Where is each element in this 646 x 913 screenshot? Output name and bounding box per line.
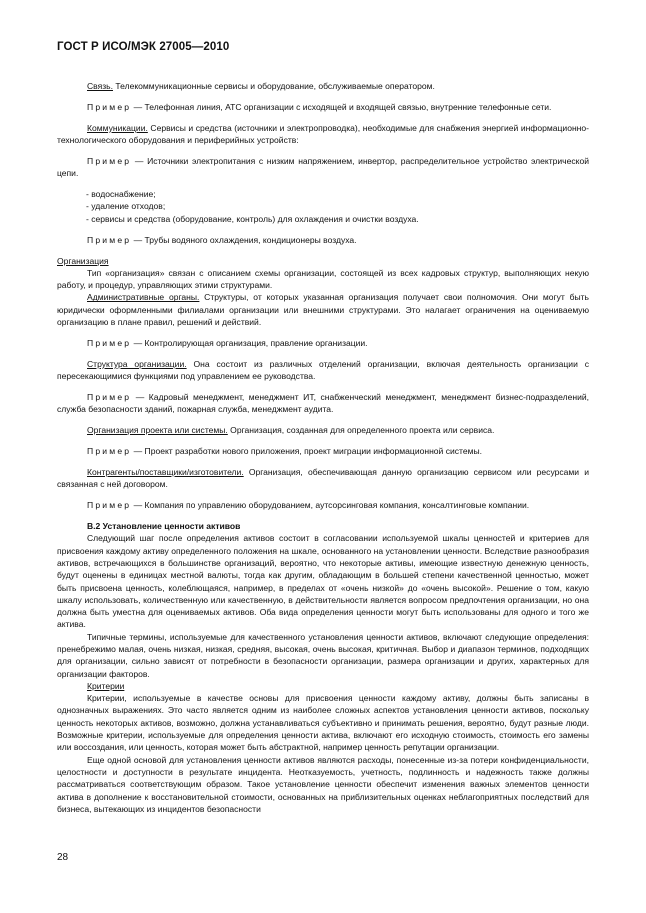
example-text: — Источники электропитания с низким напряжением, инвертор, распределительное устройство электрической цепи. xyxy=(57,155,589,179)
page-number: 28 xyxy=(57,852,69,863)
example-text: — Контролирующая организация, правление организации. xyxy=(131,337,368,348)
paragraph xyxy=(57,122,589,147)
list-item: - водоснабжение; xyxy=(86,189,156,200)
example xyxy=(57,499,589,511)
list-item: - сервисы и средства (оборудование, контроль) для охлаждения и очистки воздуха. xyxy=(86,213,419,224)
example-label: Пример xyxy=(87,234,132,245)
paragraph-text: Организация, созданная для определенного проекта или сервиса. xyxy=(227,425,495,436)
example-label: Пример xyxy=(87,391,132,402)
document-body xyxy=(57,80,589,815)
term: Коммуникации. xyxy=(87,122,148,133)
example-label: Пример xyxy=(87,101,132,112)
paragraph: Еще одной основой для установления ценности активов являются расходы, понесенные из-за потери конфиденциальности, целостности и доступности в результате инцидента. Неотказуемость, учетность, подлинность и надежность также должны рассматриваться соответствующим образом. Такое установление ценности обеспечит изменения важных элементов ценности актива в дополнение к восстановительной стоимости, основанных на приблизительных оценках неблагоприятных последствий для бизнеса, вытекающих из инцидентов безопасности xyxy=(57,754,589,814)
term: Организация проекта или системы. xyxy=(87,425,228,436)
example-text: — Телефонная линия, АТС организации с исходящей и входящей связью, внутренние телефонные сети. xyxy=(131,101,552,112)
example-label: Пример xyxy=(87,155,132,166)
example xyxy=(57,391,589,416)
term: Контрагенты/поставщики/изготовители. xyxy=(87,466,244,477)
example-label: Пример xyxy=(87,446,132,457)
paragraph: Типичные термины, используемые для качественного установления ценности активов, включают следующие определения: пренебрежимо малая, очень низкая, низкая, средняя, высокая, очень высокая, критичная. Выбор и диапазон терминов, подходящих для организации, сильно зависят от потребности в безопасности организации, размера организации и других, характерных для организации факторов. xyxy=(57,631,589,679)
paragraph: Тип «организация» связан с описанием схемы организации, состоящей из всех кадровых структур, выполняющих некую работу, и процедур, управляющих этими структурами. xyxy=(57,267,589,291)
paragraph-text: Она состоит из различных отделений организации, включая деятельность организации с пересекающимися функциями под управлением ее руководства. xyxy=(57,358,589,382)
example xyxy=(57,445,589,457)
example-label: Пример xyxy=(87,500,132,511)
example xyxy=(57,234,589,246)
subsection-heading: Организация xyxy=(57,255,109,266)
term: Связь. xyxy=(87,81,113,91)
paragraph-text: Структуры, от которых указанная организация получает свои полномочия. Они могут быть юридически оформленными филиалами организации или внешними структурами. Это налагает ограничения на оцениваемую организацию в плане правил, решений и действий. xyxy=(57,292,589,328)
example-text: — Проект разработки нового приложения, проект миграции информационной системы. xyxy=(131,446,482,457)
paragraph xyxy=(57,291,589,328)
term: Административные органы. xyxy=(87,292,200,303)
example-text: — Трубы водяного охлаждения, кондиционеры воздуха. xyxy=(131,234,357,245)
paragraph: Следующий шаг после определения активов состоит в согласовании используемой шкалы ценностей и критериев для присвоения каждому активу определенного положения на шкале, основанного на установлении ценности. Вследствие разнообразия активов, встречающихся в большинстве организаций, вероятно, что некоторые активы, имеющие известную денежную ценность, будут оценены в единицах местной валюты, тогда как другим, обладающим в большей степени качественной ценностью, может быть присвоена ценность, колеблющаяся, например, в пределах от «очень низкой» до «очень высокой». Решение о том, какую шкалу использовать, количественную или качественную, в действительности является вопросом предпочтения организации, но она должна быть уместна для оцениваемых активов. Оба вида определения ценности могут быть использованы для одного и того же актива. xyxy=(57,533,589,630)
paragraph xyxy=(57,358,589,383)
example-text: — Компания по управлению оборудованием, аутсорсинговая компания, консалтинговые компании. xyxy=(131,500,530,511)
paragraph-text: Телекоммуникационные сервисы и оборудование, обслуживаемые оператором. xyxy=(113,81,435,91)
example xyxy=(57,155,589,180)
paragraph xyxy=(57,424,589,436)
paragraph-text: Организация, обеспечивающая данную организацию сервисом или ресурсами и связанная с ней договором. xyxy=(57,466,589,490)
document-header: ГОСТ Р ИСО/МЭК 27005—2010 xyxy=(57,41,230,53)
example xyxy=(57,337,589,349)
paragraph: Критерии, используемые в качестве основы для присвоения ценности каждому активу, должны быть записаны в однозначных выражениях. Это часто является одним из наиболее сложных аспектов установления ценности активов, поскольку ценность некоторых активов, возможно, должна устанавливаться субъективно и принимать решения, вероятно, будут разные люди. Возможные критерии, используемые для определения ценности актива, включают его исходную стоимость, стоимость его замены или воссоздания, или ценность, которая может быть абстрактной, например ценность репутации организации. xyxy=(57,693,589,753)
example-label: Пример xyxy=(87,337,132,348)
term: Структура организации. xyxy=(87,358,187,369)
example xyxy=(57,101,589,113)
list-item: - удаление отходов; xyxy=(86,201,166,212)
paragraph xyxy=(57,466,589,491)
paragraph xyxy=(57,80,589,92)
section-heading: В.2 Установление ценности активов xyxy=(87,521,241,532)
example-text: — Кадровый менеджмент, менеджмент ИТ, снабженческий менеджмент, менеджмент бизнес-подразделений, служба безопасности зданий, пожарная служба, менеджмент аудита. xyxy=(57,391,589,415)
bullet-list xyxy=(57,188,589,225)
paragraph-text: Сервисы и средства (источники и электропроводка), необходимые для снабжения энергией информационно-технологического оборудования и периферийных устройств: xyxy=(57,122,589,146)
subsection-heading: Критерии xyxy=(87,680,125,691)
